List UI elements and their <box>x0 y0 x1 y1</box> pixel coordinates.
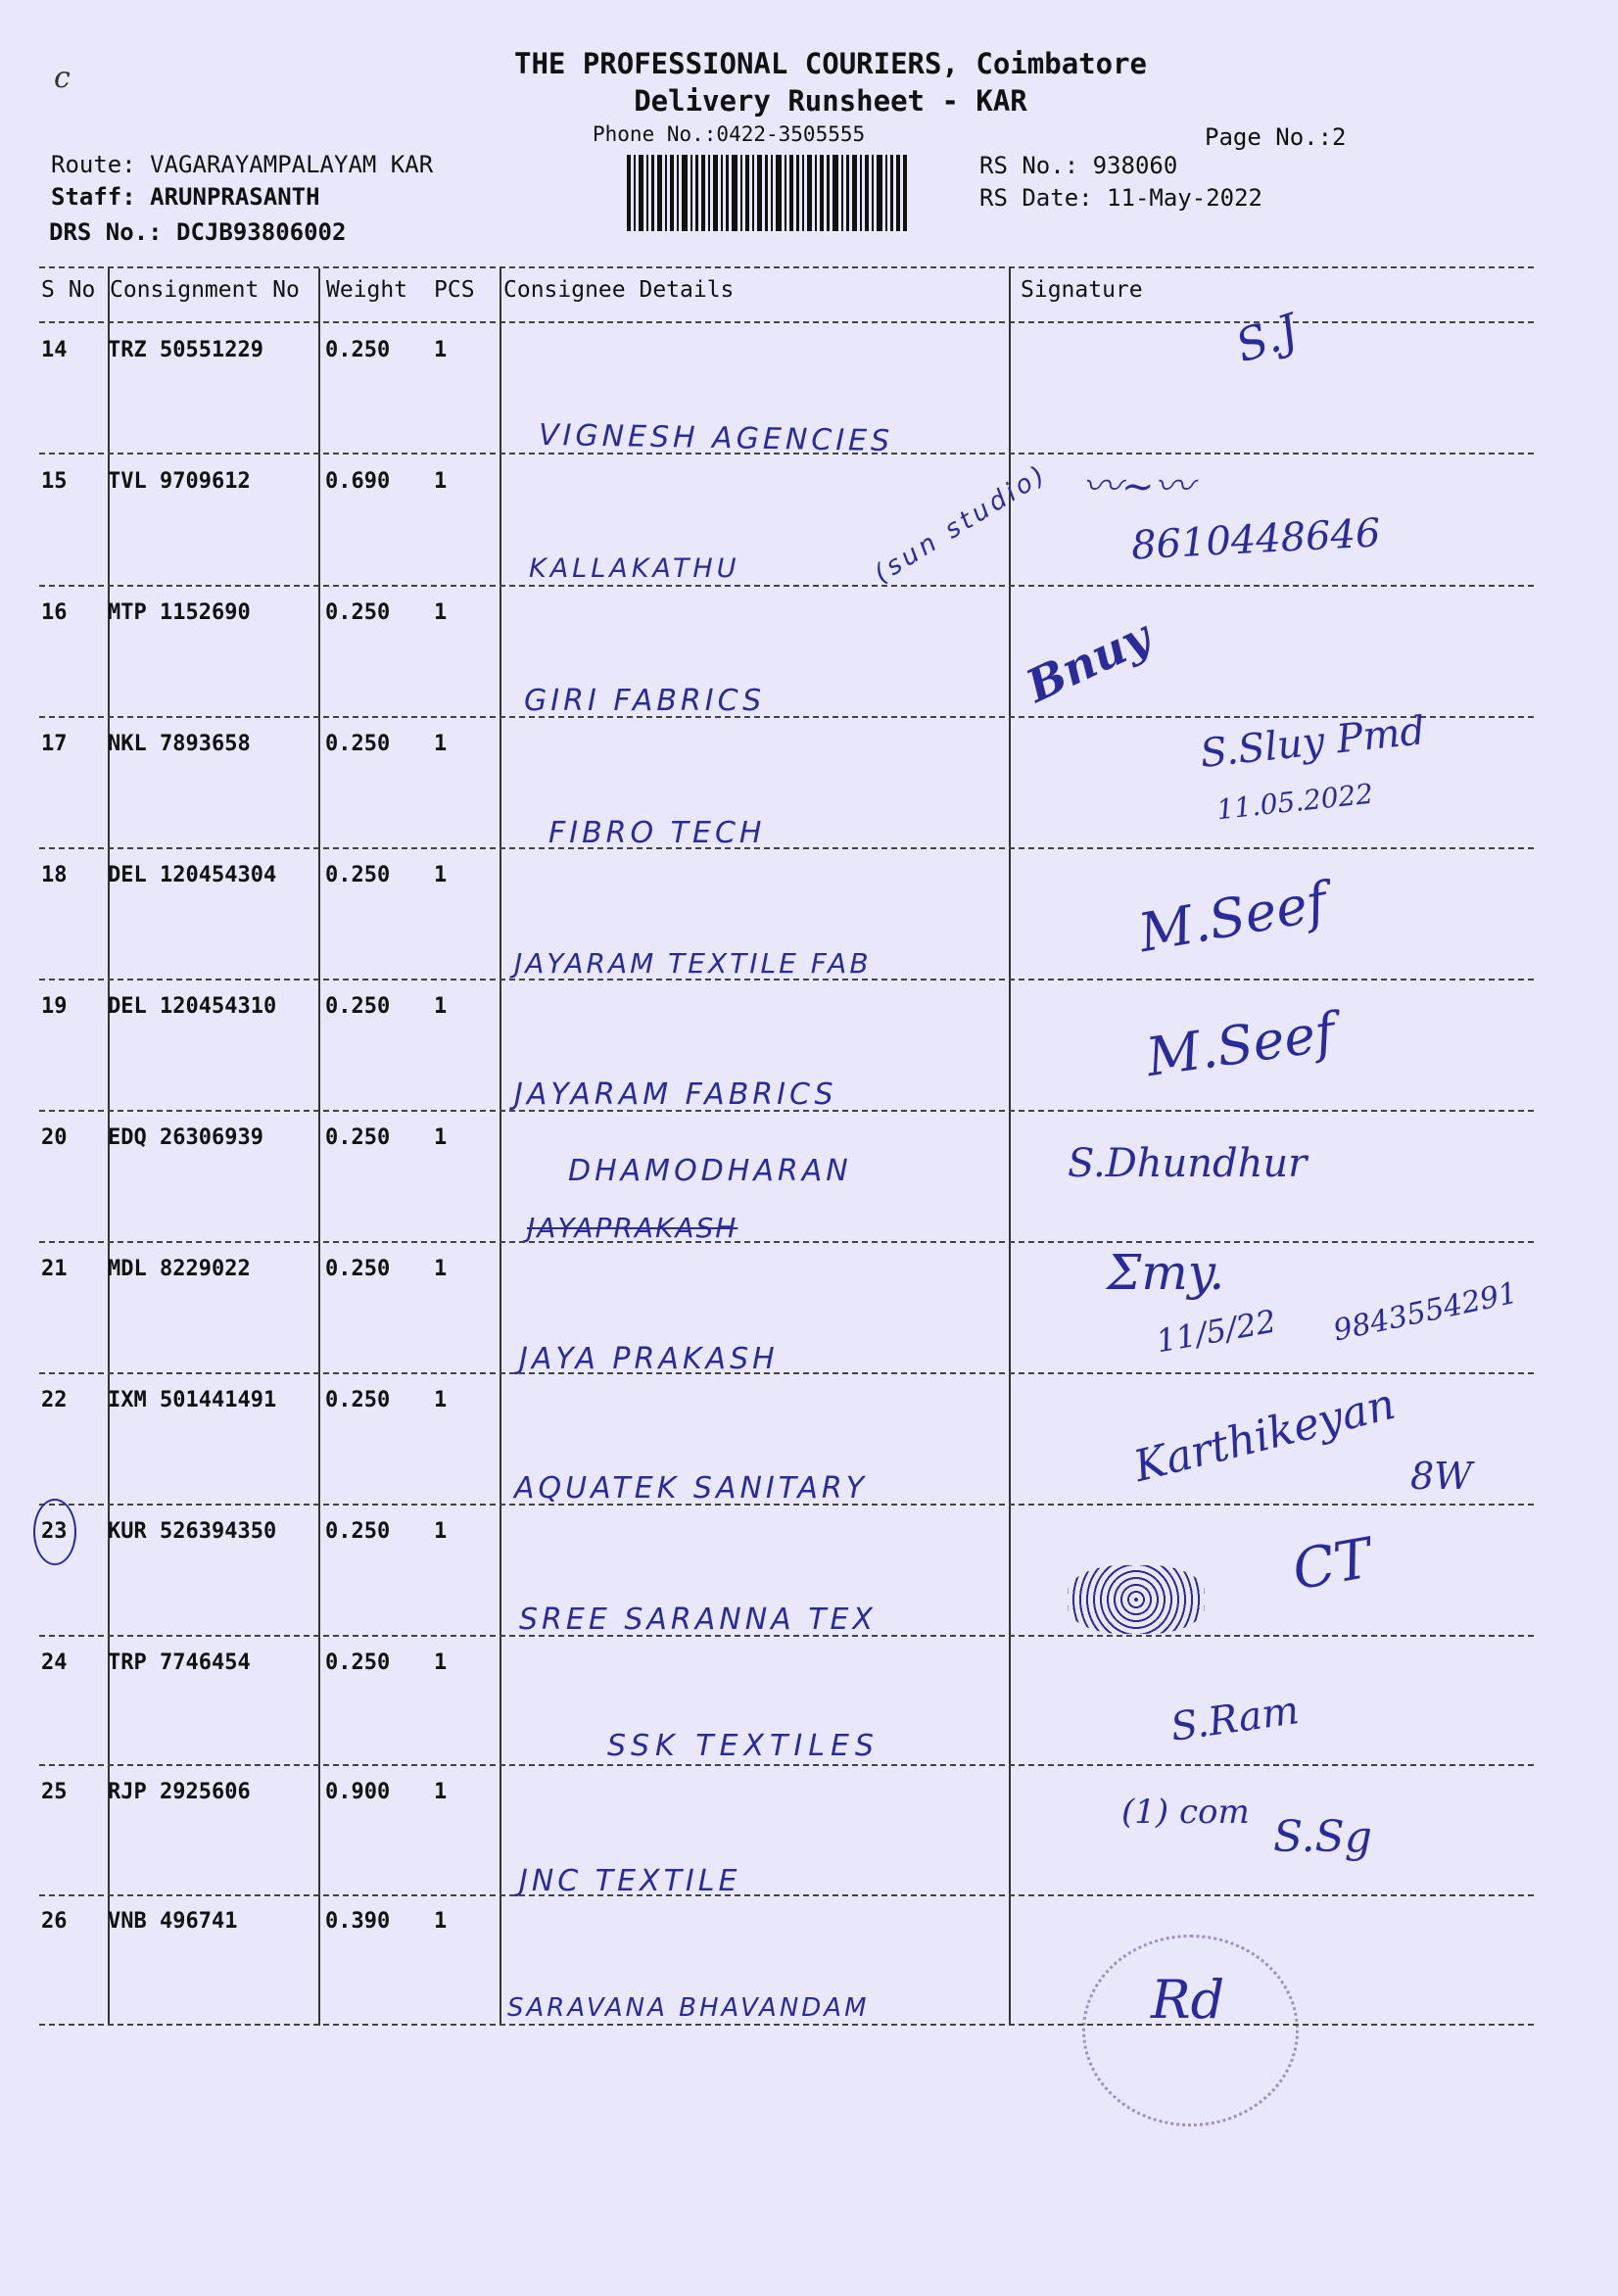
row-sno: 17 <box>41 732 68 756</box>
row-consignee: DHAMODHARAN <box>568 1154 852 1188</box>
row-sno: 23 <box>41 1519 68 1544</box>
table-top-rule <box>39 266 1534 268</box>
row-consignment: VNB 496741 <box>108 1909 238 1934</box>
row-weight: 0.250 <box>325 863 391 887</box>
rs-no-line <box>979 152 1177 179</box>
row-pcs: 1 <box>434 1909 448 1934</box>
row-signature-name: S.Sluy Pmd <box>1198 708 1428 777</box>
col-divider-2 <box>318 268 320 2026</box>
row-consignee: JAYARAM FABRICS <box>514 1077 837 1112</box>
row-weight: 0.900 <box>325 1780 391 1804</box>
row-pcs: 1 <box>434 1388 448 1412</box>
row-consignment: RJP 2925606 <box>108 1780 251 1804</box>
row-consignment: DEL 120454310 <box>108 994 277 1019</box>
rs-date-value: 11-May-2022 <box>1107 184 1262 212</box>
scan-mark: c <box>54 61 71 95</box>
company-stamp <box>1082 1935 1299 2127</box>
row-sno: 18 <box>41 863 68 887</box>
row-weight: 0.250 <box>325 1125 391 1150</box>
rs-date-label: RS Date: <box>979 184 1093 212</box>
drs-value: DCJB93806002 <box>176 218 347 246</box>
row-consignment: DEL 120454304 <box>108 863 277 887</box>
col-header-consignment: Consignment No <box>110 277 300 303</box>
row-rule <box>39 585 1534 587</box>
row-rule <box>39 1894 1534 1896</box>
row-consignment: TVL 9709612 <box>108 469 251 494</box>
col-header-consignee: Consignee Details <box>503 277 735 303</box>
row-signature: 8610448646 <box>1129 510 1382 569</box>
row-weight: 0.390 <box>325 1909 391 1934</box>
row-consignee: GIRI FABRICS <box>524 684 766 718</box>
row-pcs: 1 <box>434 863 448 887</box>
row-pcs: 1 <box>434 1257 448 1281</box>
row-pcs: 1 <box>434 1519 448 1544</box>
col-divider-4 <box>1009 268 1011 2026</box>
row-pcs: 1 <box>434 600 448 625</box>
row-sno: 15 <box>41 469 68 494</box>
staff-label: Staff: <box>51 183 136 211</box>
row-weight: 0.250 <box>325 1650 391 1675</box>
row-consignment: MDL 8229022 <box>108 1257 251 1281</box>
row-sno: 22 <box>41 1388 68 1412</box>
row-rule <box>39 979 1534 981</box>
row-note: (sun studio) <box>869 458 1054 590</box>
row-pcs: 1 <box>434 338 448 362</box>
row-consignee: FIBRO TECH <box>548 816 766 850</box>
document-title: Delivery Runsheet - KAR <box>634 84 1027 118</box>
table-bottom-rule <box>39 2024 1534 2026</box>
row-sno: 20 <box>41 1125 68 1150</box>
row-signature: CT <box>1287 1526 1377 1603</box>
row-pcs: 1 <box>434 469 448 494</box>
row-weight: 0.250 <box>325 1257 391 1281</box>
row-signature-squiggle: 〰∼〰 <box>1082 464 1194 509</box>
row-signature: S.Dhundhur <box>1068 1141 1308 1186</box>
row-weight: 0.250 <box>325 600 391 625</box>
row-consignee-extra: JAYAPRAKASH <box>527 1212 738 1244</box>
row-consignment: KUR 526394350 <box>108 1519 277 1544</box>
row-consignment: MTP 1152690 <box>108 600 251 625</box>
row-rule <box>39 1110 1534 1112</box>
row-signature: Karthikeyan <box>1128 1378 1401 1493</box>
company-title: THE PROFESSIONAL COURIERS, Coimbatore <box>513 47 1147 80</box>
route-label: Route: <box>51 151 136 178</box>
row-consignee: JAYARAM TEXTILE FAB <box>514 947 872 980</box>
row-consignee: SSK TEXTILES <box>607 1729 880 1763</box>
row-rule <box>39 716 1534 718</box>
header-rule <box>39 321 1534 323</box>
row-note: (1) com <box>1121 1793 1250 1832</box>
col-header-pcs: PCS <box>434 277 475 303</box>
row-signature: 11.05.2022 <box>1214 777 1375 827</box>
row-rule <box>39 1372 1534 1374</box>
phone-number: Phone No.:0422-3505555 <box>593 122 866 146</box>
row-signature: S.J <box>1229 303 1305 373</box>
row-weight: 0.250 <box>325 732 391 756</box>
row-weight: 0.250 <box>325 994 391 1019</box>
row-pcs: 1 <box>434 732 448 756</box>
route-value: VAGARAYAMPALAYAM KAR <box>150 151 434 178</box>
row-weight: 0.250 <box>325 338 391 362</box>
row-weight: 0.690 <box>325 469 391 494</box>
row-pcs: 1 <box>434 994 448 1019</box>
row-signature-date: 11/5/22 <box>1153 1302 1279 1361</box>
row-pcs: 1 <box>434 1780 448 1804</box>
row-note: 8W <box>1410 1455 1473 1498</box>
staff-line <box>51 183 320 211</box>
staff-value: ARUNPRASANTH <box>150 183 320 211</box>
rs-no-label: RS No.: <box>979 152 1079 179</box>
row-signature: S.Ram <box>1167 1688 1303 1750</box>
row-consignee: JNC TEXTILE <box>519 1864 741 1898</box>
row-consignment: TRP 7746454 <box>108 1650 251 1675</box>
row-rule <box>39 1635 1534 1637</box>
row-signature: 9843554291 <box>1330 1275 1521 1349</box>
row-weight: 0.250 <box>325 1388 391 1412</box>
row-rule <box>39 1241 1534 1243</box>
row-weight: 0.250 <box>325 1519 391 1544</box>
drs-line <box>49 218 346 246</box>
row-consignee: JAYA PRAKASH <box>519 1342 779 1376</box>
row-consignee: SARAVANA BHAVANDAM <box>507 1993 870 2023</box>
row-pcs: 1 <box>434 1650 448 1675</box>
row-sno: 16 <box>41 600 68 625</box>
page-number: Page No.:2 <box>1205 123 1347 151</box>
row-sno: 24 <box>41 1650 68 1675</box>
row-signature-mark: Ʃmy. <box>1107 1244 1225 1301</box>
row-rule <box>39 847 1534 849</box>
col-header-signature: Signature <box>1021 277 1143 303</box>
row-rule <box>39 453 1534 454</box>
row-consignment: EDQ 26306939 <box>108 1125 263 1150</box>
row-consignment: IXM 501441491 <box>108 1388 277 1412</box>
row-consignee: SREE SARANNA TEX <box>519 1602 878 1637</box>
row-rule <box>39 1504 1534 1506</box>
rs-date-line <box>979 184 1262 212</box>
row-rule <box>39 1764 1534 1766</box>
row-signature: M.Seef <box>1142 1000 1339 1089</box>
row-sno: 19 <box>41 994 68 1019</box>
col-divider-3 <box>500 268 501 2026</box>
col-header-sno: S No <box>41 277 96 303</box>
row-consignee: AQUATEK SANITARY <box>514 1471 869 1506</box>
row-signature: M.Seef <box>1133 870 1332 965</box>
row-consignee: VIGNESH AGENCIES <box>538 417 894 459</box>
col-header-weight: Weight <box>326 277 408 303</box>
row-sno: 14 <box>41 338 68 362</box>
drs-label: DRS No.: <box>49 218 163 246</box>
row-signature: S.Sg <box>1273 1812 1372 1862</box>
rs-no-value: 938060 <box>1092 152 1178 179</box>
scribble-mark <box>1068 1565 1205 1634</box>
route-line <box>51 151 433 178</box>
row-pcs: 1 <box>434 1125 448 1150</box>
row-sno: 21 <box>41 1257 68 1281</box>
row-sno: 26 <box>41 1909 68 1934</box>
row-consignment: TRZ 50551229 <box>108 338 263 362</box>
row-sno: 25 <box>41 1780 68 1804</box>
row-signature: Rd <box>1151 1969 1225 2031</box>
row-signature: Bnuy <box>1018 609 1159 713</box>
row-consignment: NKL 7893658 <box>108 732 251 756</box>
barcode <box>627 155 907 231</box>
row-consignee: KALLAKATHU <box>529 553 740 584</box>
